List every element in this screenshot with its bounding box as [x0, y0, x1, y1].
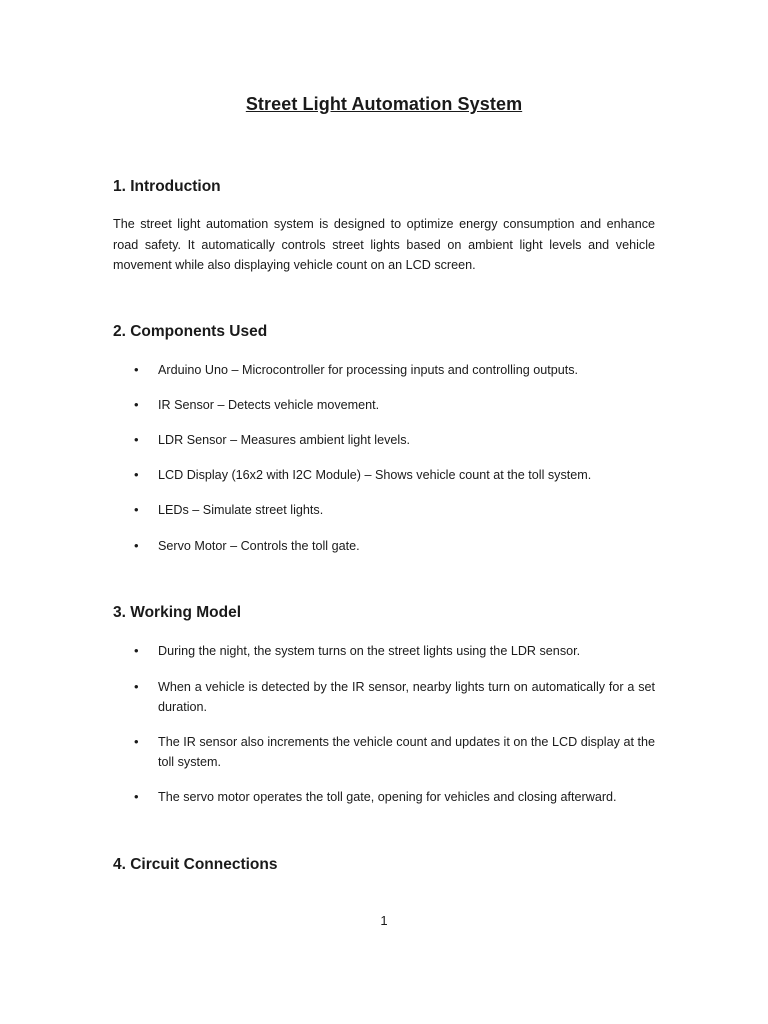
bullet-icon: • — [134, 467, 139, 482]
list-item-working — [113, 641, 655, 661]
list-item-text: IR Sensor – Detects vehicle movement. — [158, 398, 380, 412]
list-item-component — [113, 395, 655, 415]
list-item-text: The IR sensor also increments the vehicle count and updates it on the LCD display at the toll system. — [158, 735, 655, 769]
list-item-working — [113, 787, 655, 807]
list-item-text: LDR Sensor – Measures ambient light levels. — [158, 433, 410, 447]
list-item-component — [113, 500, 655, 520]
page-number: 1 — [380, 913, 388, 928]
bullet-icon: • — [134, 538, 139, 553]
bullet-icon: • — [134, 789, 139, 804]
list-item-text: During the night, the system turns on the street lights using the LDR sensor. — [158, 644, 581, 658]
list-item-text: The servo motor operates the toll gate, opening for vehicles and closing afterward. — [158, 790, 617, 804]
list-item-text: When a vehicle is detected by the IR sensor, nearby lights turn on automatically for a set duration. — [158, 680, 655, 714]
bullet-icon: • — [134, 397, 139, 412]
document-title: Street Light Automation System — [245, 94, 523, 114]
list-item-component — [113, 360, 655, 380]
bullet-icon: • — [134, 643, 139, 658]
bullet-icon: • — [134, 679, 139, 694]
bullet-icon: • — [134, 502, 139, 517]
list-item-text: LEDs – Simulate street lights. — [158, 503, 324, 517]
list-item-working — [113, 677, 655, 717]
introduction-paragraph: The street light automation system is designed to optimize energy consumption and enhance road safety. It automatically controls street lights based on ambient light levels and vehicle movement while also displaying vehicle count on an LCD screen. — [113, 217, 655, 272]
bullet-icon: • — [134, 432, 139, 447]
list-item-text: LCD Display (16x2 with I2C Module) – Shows vehicle count at the toll system. — [158, 468, 592, 482]
list-item-component — [113, 465, 655, 485]
section-heading-working-model: 3. Working Model — [113, 604, 242, 621]
section-heading-introduction: 1. Introduction — [113, 178, 221, 195]
list-item-text: Arduino Uno – Microcontroller for processing inputs and controlling outputs. — [158, 363, 579, 377]
list-item-component — [113, 430, 655, 450]
section-heading-components: 2. Components Used — [113, 323, 268, 340]
section-heading-circuit-connections: 4. Circuit Connections — [113, 856, 278, 873]
list-item-text: Servo Motor – Controls the toll gate. — [158, 539, 360, 553]
list-item-component — [113, 536, 655, 556]
bullet-icon: • — [134, 362, 139, 377]
list-item-working — [113, 732, 655, 772]
bullet-icon: • — [134, 734, 139, 749]
